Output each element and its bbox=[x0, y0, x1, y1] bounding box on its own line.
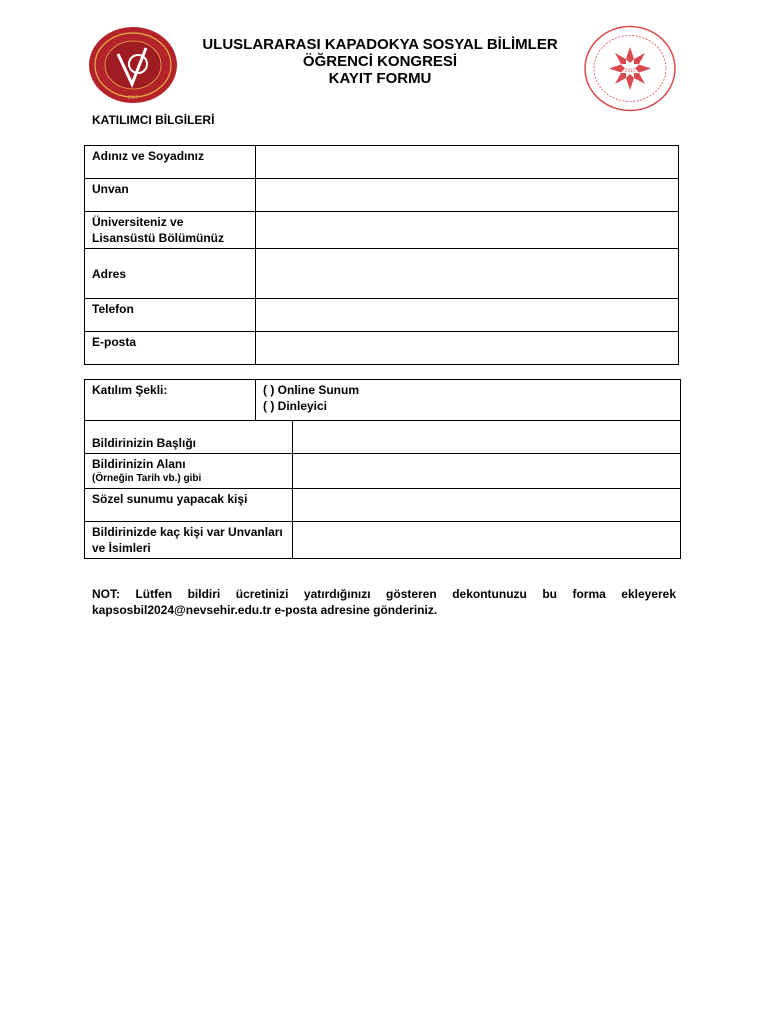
table-row bbox=[85, 332, 679, 365]
email-field[interactable] bbox=[256, 332, 679, 365]
table-row bbox=[85, 299, 679, 332]
row-label: Unvan bbox=[85, 179, 256, 212]
row-label: Adınız ve Soyadınız bbox=[85, 146, 256, 179]
participation-label: Katılım Şekli: bbox=[85, 380, 256, 421]
row-label: Telefon bbox=[85, 299, 256, 332]
university-field[interactable] bbox=[256, 212, 679, 249]
table-row bbox=[85, 249, 679, 299]
area-hint: (Örneğin Tarih vb.) gibi bbox=[92, 473, 202, 484]
row-label bbox=[85, 454, 293, 489]
table-row bbox=[85, 454, 681, 489]
listener-option[interactable]: ( ) Dinleyici bbox=[263, 399, 328, 413]
table-row bbox=[85, 522, 681, 559]
table-row bbox=[85, 421, 681, 454]
title-line-3: KAYIT FORMU bbox=[328, 70, 432, 87]
institute-logo bbox=[583, 25, 677, 112]
paper-area-field[interactable] bbox=[293, 454, 681, 489]
row-label: Sözel sunumu yapacak kişi bbox=[85, 489, 293, 522]
presenter-field[interactable] bbox=[293, 489, 681, 522]
paper-table bbox=[84, 379, 681, 559]
submission-note: NOT: Lütfen bildiri ücretinizi yatırdığınızı gösteren dekontunuzu bu forma ekleyerek kapsosbil2024@nevsehir.edu.tr e-posta adresine gönderiniz. bbox=[92, 587, 676, 617]
row-label: Bildirinizde kaç kişi var Unvanları ve İsimleri bbox=[85, 522, 293, 559]
title-field[interactable] bbox=[256, 179, 679, 212]
online-option[interactable]: ( ) Online Sunum bbox=[263, 383, 359, 397]
phone-field[interactable] bbox=[256, 299, 679, 332]
section-title: KATILIMCI BİLGİLERİ bbox=[92, 113, 215, 127]
name-field[interactable] bbox=[256, 146, 679, 179]
participant-table bbox=[84, 145, 679, 365]
svg-text:2015: 2015 bbox=[624, 68, 636, 73]
table-row bbox=[85, 489, 681, 522]
table-row bbox=[85, 212, 679, 249]
row-label: Üniversiteniz ve Lisansüstü Bölümünüz bbox=[85, 212, 256, 249]
form-title bbox=[180, 36, 580, 87]
row-label: E-posta bbox=[85, 332, 256, 365]
table-row bbox=[85, 380, 681, 421]
authors-field[interactable] bbox=[293, 522, 681, 559]
participation-options bbox=[256, 380, 681, 421]
title-line-2: ÖĞRENCİ KONGRESİ bbox=[302, 53, 458, 70]
university-logo bbox=[88, 26, 178, 104]
table-row bbox=[85, 179, 679, 212]
title-line-1: ULUSLARARASI KAPADOKYA SOSYAL BİLİMLER bbox=[202, 36, 558, 53]
table-row bbox=[85, 146, 679, 179]
address-field[interactable] bbox=[256, 249, 679, 299]
row-label: Bildirinizin Başlığı bbox=[85, 421, 293, 454]
svg-text:2007: 2007 bbox=[127, 95, 139, 100]
paper-title-field[interactable] bbox=[293, 421, 681, 454]
row-label: Adres bbox=[85, 249, 256, 299]
area-label: Bildirinizin Alanı bbox=[92, 457, 186, 471]
